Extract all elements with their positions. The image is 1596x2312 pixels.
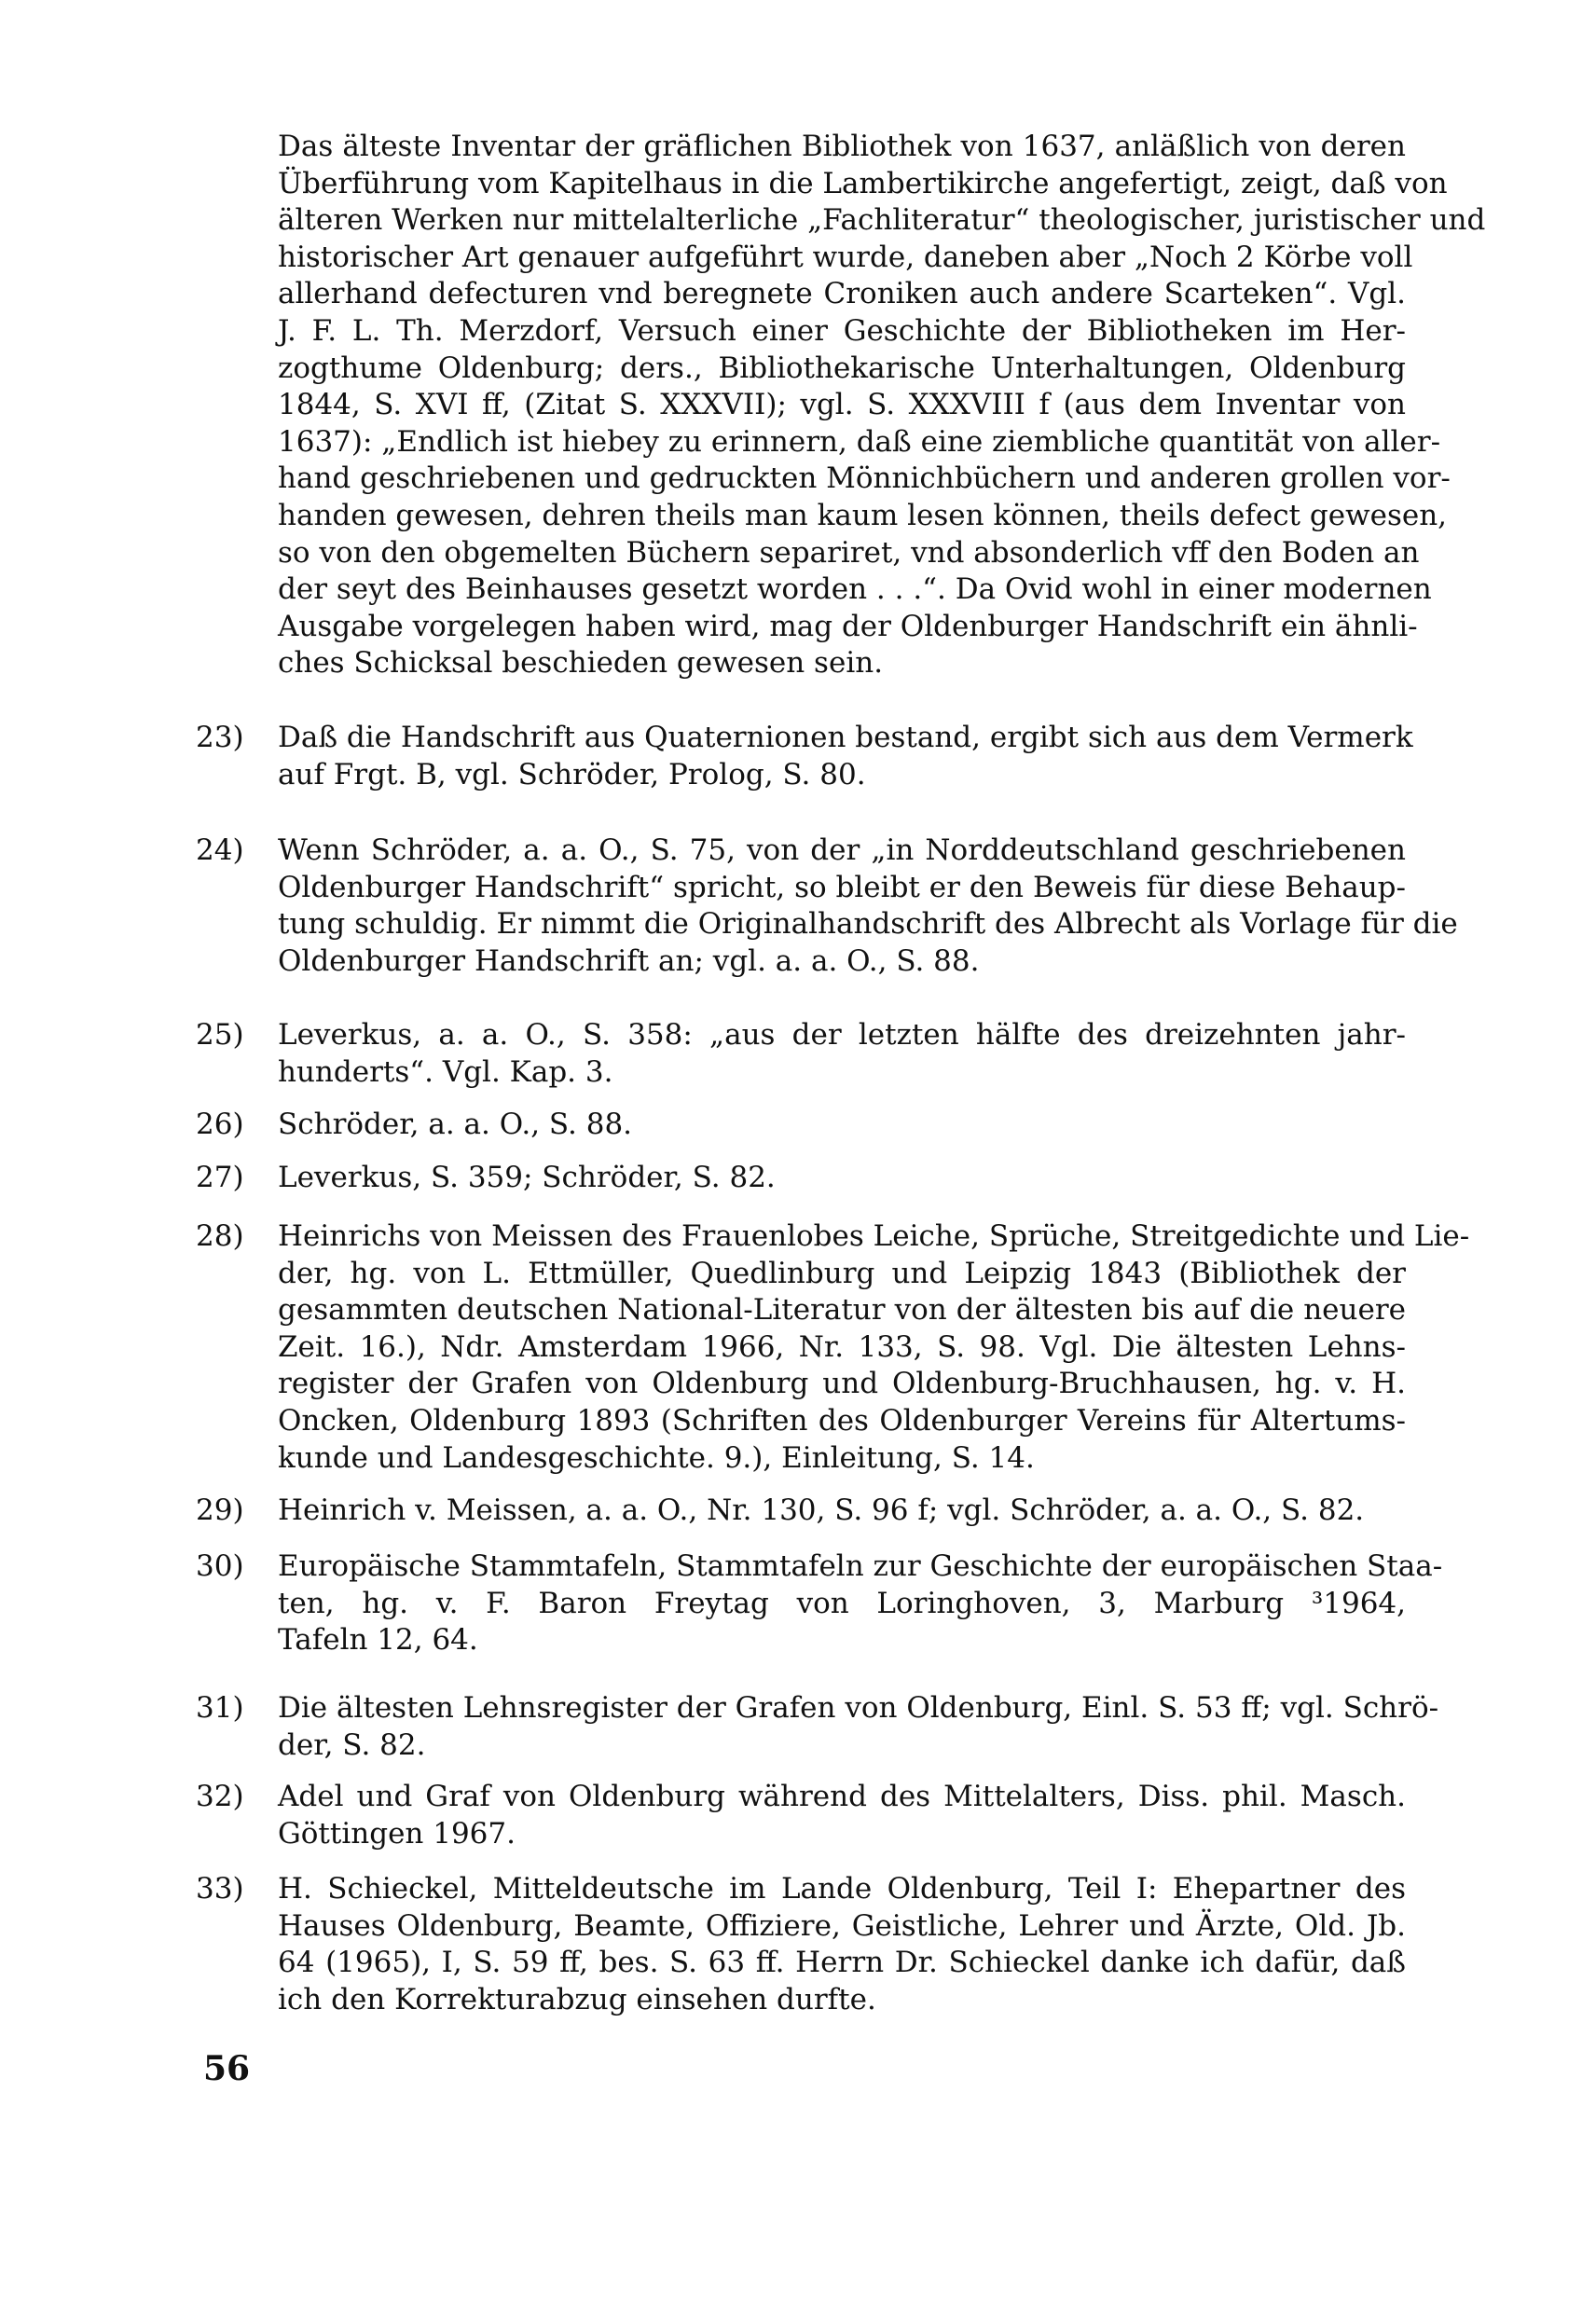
footnote-number: 30)	[196, 1549, 244, 1583]
footnote-line: Heinrich v. Meissen, a. a. O., Nr. 130, S. 96 f; vgl. Schröder, a. a. O., S. 82.	[278, 1493, 1365, 1527]
footnote-line: tung schuldig. Er nimmt die Originalhandschrift des Albrecht als Vorlage für die	[278, 907, 1458, 942]
footnote-text	[278, 720, 1413, 793]
footnote-line: Zeit. 16.), Ndr. Amsterdam 1966, Nr. 133, S. 98. Vgl. Die ältesten Lehns-	[278, 1329, 1406, 1364]
footnote-line: Wenn Schröder, a. a. O., S. 75, von der „in Norddeutschland geschriebenen	[278, 833, 1406, 867]
footnote-line: ich den Korrekturabzug einsehen durfte.	[278, 1982, 876, 2016]
intro-line: der seyt des Beinhauses gesetzt worden . . .“. Da Ovid wohl in einer modernen	[278, 572, 1432, 607]
footnote-line: Schröder, a. a. O., S. 88.	[278, 1108, 633, 1141]
footnote-line: Heinrichs von Meissen des Frauenlobes Leiche, Sprüche, Streitgedichte und Lie-	[278, 1219, 1470, 1253]
footnote-line: Oldenburger Handschrift“ spricht, so bleibt er den Beweis für diese Behaup-	[278, 870, 1406, 904]
footnote-line: der, S. 82.	[278, 1727, 426, 1762]
footnote-text	[278, 833, 1458, 980]
footnote-text	[278, 1493, 1406, 1530]
footnote-number: 32)	[196, 1780, 244, 1813]
footnote-line: Tafeln 12, 64.	[278, 1623, 478, 1658]
footnote-line: der, hg. von L. Ettmüller, Quedlinburg und Leipzig 1843 (Bibliothek der	[278, 1256, 1406, 1290]
footnote-number: 27)	[196, 1161, 244, 1194]
intro-line: so von den obgemelten Büchern separiret, vnd absonderlich vff den Boden an	[278, 535, 1420, 570]
intro-line: Das älteste Inventar der gräflichen Bibliothek von 1637, anläßlich von deren	[278, 130, 1406, 163]
footnote-text	[278, 1107, 1406, 1144]
footnote-line: ten, hg. v. F. Baron Freytag von Loringhoven, 3, Marburg ³1964,	[278, 1586, 1406, 1620]
footnote-line: Oncken, Oldenburg 1893 (Schriften des Oldenburger Vereins für Altertums-	[278, 1403, 1406, 1438]
footnote-text	[278, 1160, 1406, 1197]
footnote-number: 26)	[196, 1108, 244, 1141]
footnote-line: auf Frgt. B, vgl. Schröder, Prolog, S. 80.	[278, 757, 866, 791]
intro-line: ches Schicksal beschieden gewesen sein.	[278, 646, 884, 681]
footnote-line: Die ältesten Lehnsregister der Grafen von Oldenburg, Einl. S. 53 ff; vgl. Schrö-	[278, 1691, 1439, 1725]
footnote-line: Adel und Graf von Oldenburg während des Mittelalters, Diss. phil. Masch.	[278, 1780, 1406, 1813]
footnote-line: gesammten deutschen National-Literatur von der ältesten bis auf die neuere	[278, 1293, 1406, 1328]
footnote-number: 24)	[196, 833, 244, 867]
intro-line: handen gewesen, dehren theils man kaum lesen können, theils defect gewesen,	[278, 498, 1448, 532]
footnote-text	[278, 1548, 1443, 1659]
footnote-line: H. Schieckel, Mitteldeutsche im Lande Oldenburg, Teil I: Ehepartner des	[278, 1872, 1406, 1906]
intro-line: allerhand defecturen vnd beregnete Croniken auch andere Scarteken“. Vgl.	[278, 277, 1406, 311]
footnote-line: Leverkus, a. a. O., S. 358: „aus der letzten hälfte des dreizehnten jahr-	[278, 1018, 1406, 1052]
footnote-text	[278, 1779, 1406, 1852]
footnote-text	[278, 1690, 1439, 1764]
intro-line: zogthume Oldenburg; ders., Bibliothekarische Unterhaltungen, Oldenburg	[278, 351, 1406, 385]
footnote-line: Europäische Stammtafeln, Stammtafeln zur Geschichte der europäischen Staa-	[278, 1549, 1443, 1583]
footnote-line: kunde und Landesgeschichte. 9.), Einleitung, S. 14.	[278, 1440, 1035, 1475]
intro-line: J. F. L. Th. Merzdorf, Versuch einer Geschichte der Bibliotheken im Her-	[278, 313, 1406, 348]
footnote-number: 33)	[196, 1872, 244, 1906]
intro-line: 1637): „Endlich ist hiebey zu erinnern, daß eine ziembliche quantität von aller-	[278, 424, 1441, 459]
footnote-line: Daß die Handschrift aus Quaternionen bestand, ergibt sich aus dem Vermerk	[278, 721, 1413, 754]
footnote-number: 28)	[196, 1219, 244, 1253]
intro-line: Überführung vom Kapitelhaus in die Lambertikirche angefertigt, zeigt, daß von	[278, 166, 1448, 200]
footnote-number: 25)	[196, 1018, 244, 1052]
intro-paragraph	[278, 129, 1486, 682]
footnote-line: hunderts“. Vgl. Kap. 3.	[278, 1054, 613, 1089]
intro-line: älteren Werken nur mittelalterliche „Fachliteratur“ theologischer, juristischer und	[278, 203, 1486, 238]
footnote-text	[278, 1871, 1406, 2018]
intro-line: historischer Art genauer aufgeführt wurde, daneben aber „Noch 2 Körbe voll	[278, 240, 1413, 274]
footnote-text	[278, 1017, 1406, 1091]
page-number: 56	[203, 2049, 251, 2088]
footnote-line: Oldenburger Handschrift an; vgl. a. a. O., S. 88.	[278, 943, 980, 978]
intro-line: Ausgabe vorgelegen haben wird, mag der Oldenburger Handschrift ein ähnli-	[278, 609, 1418, 643]
footnote-number: 31)	[196, 1691, 244, 1725]
intro-line: hand geschriebenen und gedruckten Mönnichbüchern und anderen grollen vor-	[278, 461, 1451, 496]
footnote-line: 64 (1965), I, S. 59 ff, bes. S. 63 ff. Herrn Dr. Schieckel danke ich dafür, daß	[278, 1946, 1406, 1980]
footnote-text	[278, 1218, 1470, 1477]
footnote-line: Hauses Oldenburg, Beamte, Offiziere, Geistliche, Lehrer und Ärzte, Old. Jb.	[278, 1908, 1406, 1943]
footnote-line: Leverkus, S. 359; Schröder, S. 82.	[278, 1161, 776, 1194]
intro-line: 1844, S. XVI ff, (Zitat S. XXXVII); vgl. S. XXXVIII f (aus dem Inventar von	[278, 388, 1406, 422]
footnote-line: register der Grafen von Oldenburg und Oldenburg-Bruchhausen, hg. v. H.	[278, 1367, 1406, 1401]
footnote-number: 23)	[196, 721, 244, 754]
footnote-number: 29)	[196, 1493, 244, 1527]
footnote-line: Göttingen 1967.	[278, 1816, 516, 1851]
